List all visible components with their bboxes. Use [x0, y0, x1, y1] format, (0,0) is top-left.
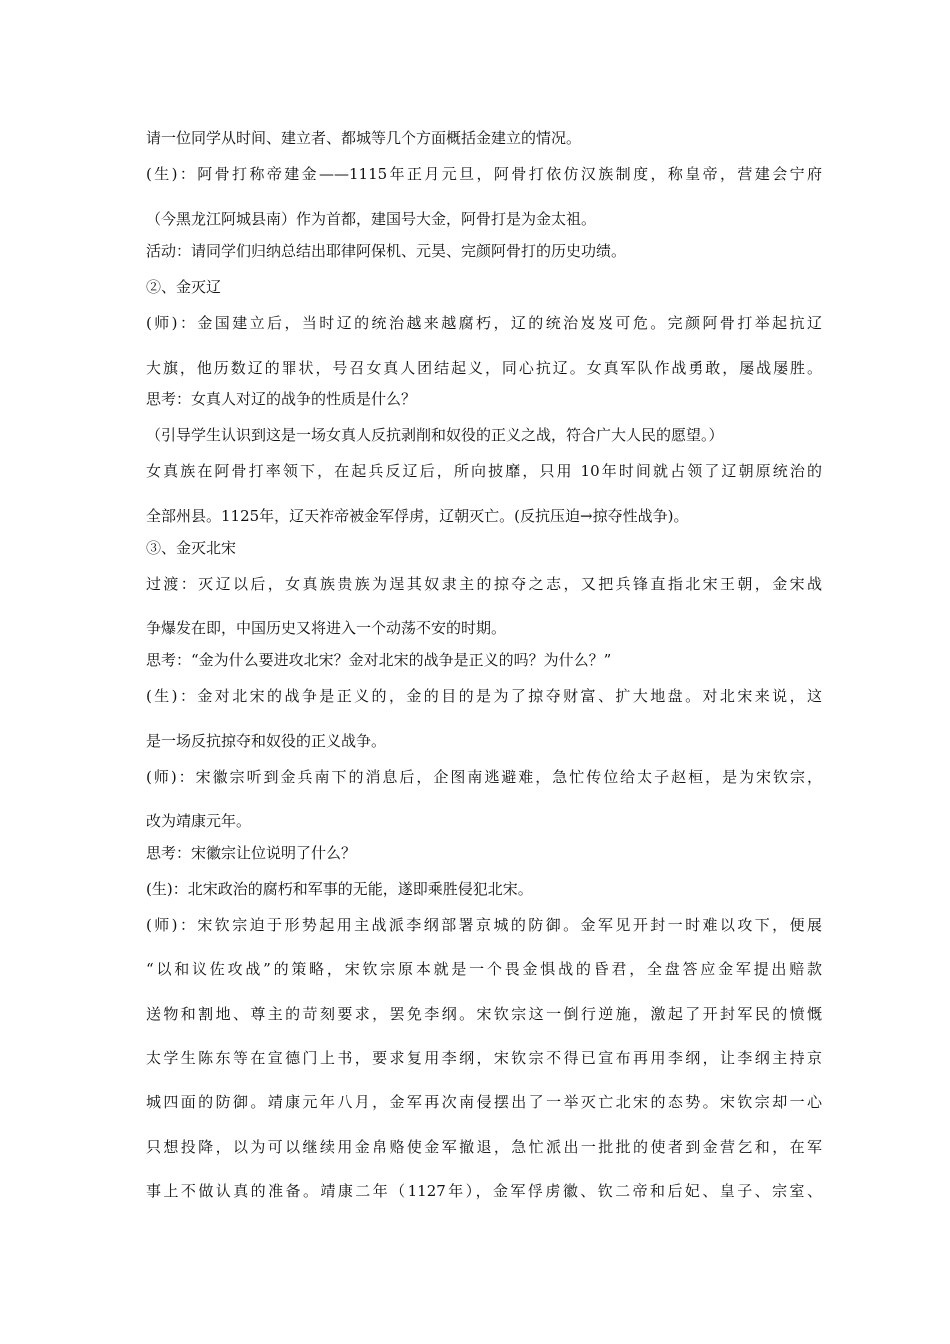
- text-line: 全部州县。1125年，辽天祚帝被金军俘虏，辽朝灭亡。(反抗压迫→掠夺性战争)。: [146, 507, 689, 525]
- text-line: (生)：阿骨打称帝建金——1115年正月元旦，阿骨打依仿汉族制度，称皇帝，营建会宁府: [146, 165, 822, 183]
- text-line: 过渡：灭辽以后，女真族贵族为逞其奴隶主的掠夺之志，又把兵锋直指北宋王朝，金宋战: [146, 575, 822, 593]
- text-line: 是一场反抗掠夺和奴役的正义战争。: [146, 732, 387, 750]
- section-heading: ②、金灭辽: [146, 278, 222, 296]
- text-line: 思考：宋徽宗让位说明了什么？: [146, 844, 357, 862]
- text-line: 大旗，他历数辽的罪状，号召女真人团结起义，同心抗辽。女真军队作战勇敢，屡战屡胜。: [146, 359, 822, 377]
- text-line: （引导学生认识到这是一场女真人反抗剥削和奴役的正义之战，符合广大人民的愿望。）: [146, 426, 724, 444]
- text-line: “以和议佐攻战”的策略，宋钦宗原本就是一个畏金惧战的昏君，全盘答应金军提出赔款: [146, 960, 822, 978]
- text-line: 送物和割地、尊主的苛刻要求，罢免李纲。宋钦宗这一倒行逆施，激起了开封军民的愤慨: [146, 1005, 822, 1023]
- text-line: 城四面的防御。靖康元年八月，金军再次南侵摆出了一举灭亡北宋的态势。宋钦宗却一心: [146, 1093, 822, 1111]
- text-line: 女真族在阿骨打率领下，在起兵反辽后，所向披靡，只用 10年时间就占领了辽朝原统治的: [146, 462, 822, 480]
- text-line: 事上不做认真的准备。靖康二年（1127年），金军俘虏徽、钦二帝和后妃、皇子、宗室、: [146, 1182, 822, 1200]
- text-line: (师)：金国建立后，当时辽的统治越来越腐朽，辽的统治岌岌可危。完颜阿骨打举起抗辽: [146, 314, 822, 332]
- section-heading: ③、金灭北宋: [146, 539, 237, 557]
- text-line: 争爆发在即，中国历史又将进入一个动荡不安的时期。: [146, 619, 507, 637]
- text-line: 改为靖康元年。: [146, 812, 252, 830]
- text-line: (生)：北宋政治的腐朽和军事的无能，遂即乘胜侵犯北宋。: [146, 880, 533, 898]
- text-line: (生)：金对北宋的战争是正义的，金的目的是为了掠夺财富、扩大地盘。对北宋来说，这: [146, 687, 822, 705]
- text-line: (师)：宋徽宗听到金兵南下的消息后，企图南逃避难，急忙传位给太子赵桓，是为宋钦宗，: [146, 768, 822, 786]
- text-line: (师)：宋钦宗迫于形势起用主战派李纲部署京城的防御。金军见开封一时难以攻下，便展: [146, 916, 822, 934]
- text-line: 活动：请同学们归纳总结出耶律阿保机、元昊、完颜阿骨打的历史功绩。: [146, 242, 627, 260]
- text-line: （今黑龙江阿城县南）作为首都，建国号大金，阿骨打是为金太祖。: [146, 210, 597, 228]
- text-line: 思考：“金为什么要进攻北宋？金对北宋的战争是正义的吗？为什么？”: [146, 651, 612, 669]
- text-line: 请一位同学从时间、建立者、都城等几个方面概括金建立的情况。: [146, 129, 582, 147]
- text-line: 太学生陈东等在宣德门上书，要求复用李纲，宋钦宗不得已宣布再用李纲，让李纲主持京: [146, 1049, 822, 1067]
- text-line: 思考：女真人对辽的战争的性质是什么？: [146, 390, 417, 408]
- text-line: 只想投降，以为可以继续用金帛赂使金军撤退，急忙派出一批批的使者到金营乞和，在军: [146, 1138, 822, 1156]
